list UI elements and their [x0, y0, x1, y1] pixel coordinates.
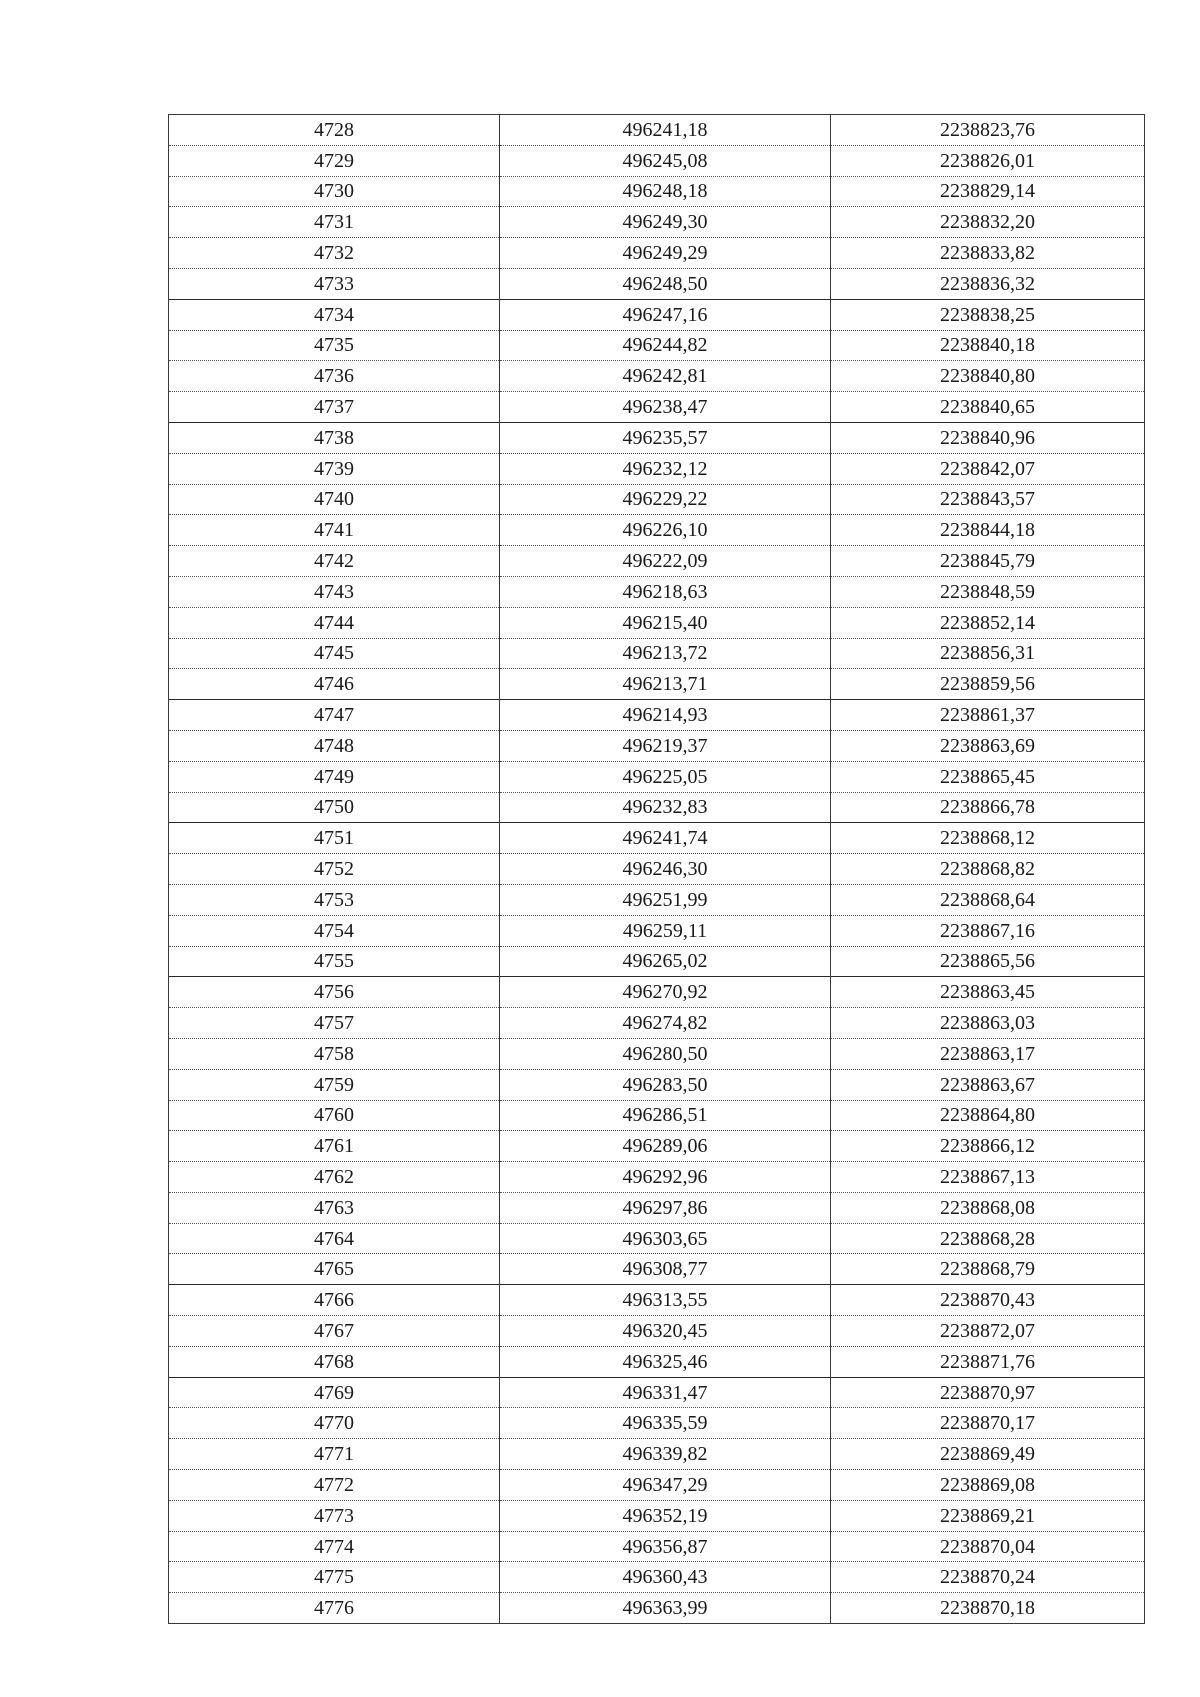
coordinates-table — [168, 114, 1145, 1624]
table-row — [169, 761, 1145, 792]
x-coordinate-cell: 496265,02 — [500, 946, 831, 977]
x-coordinate-cell: 496303,65 — [500, 1223, 831, 1254]
table-row — [169, 515, 1145, 546]
point-number-cell: 4736 — [169, 361, 500, 392]
y-coordinate-cell: 2238871,76 — [831, 1346, 1145, 1377]
table-row — [169, 1069, 1145, 1100]
table-row — [169, 669, 1145, 700]
table-row — [169, 946, 1145, 977]
table-row — [169, 1346, 1145, 1377]
x-coordinate-cell: 496242,81 — [500, 361, 831, 392]
y-coordinate-cell: 2238840,80 — [831, 361, 1145, 392]
y-coordinate-cell: 2238870,43 — [831, 1285, 1145, 1316]
point-number-cell: 4753 — [169, 884, 500, 915]
x-coordinate-cell: 496280,50 — [500, 1038, 831, 1069]
y-coordinate-cell: 2238863,67 — [831, 1069, 1145, 1100]
y-coordinate-cell: 2238868,28 — [831, 1223, 1145, 1254]
point-number-cell: 4735 — [169, 330, 500, 361]
point-number-cell: 4751 — [169, 823, 500, 854]
point-number-cell: 4769 — [169, 1377, 500, 1408]
point-number-cell: 4755 — [169, 946, 500, 977]
table-row — [169, 1162, 1145, 1193]
table-row — [169, 607, 1145, 638]
y-coordinate-cell: 2238870,17 — [831, 1408, 1145, 1439]
point-number-cell: 4741 — [169, 515, 500, 546]
x-coordinate-cell: 496225,05 — [500, 761, 831, 792]
x-coordinate-cell: 496213,72 — [500, 638, 831, 669]
table-row — [169, 638, 1145, 669]
point-number-cell: 4729 — [169, 145, 500, 176]
point-number-cell: 4728 — [169, 115, 500, 146]
y-coordinate-cell: 2238868,12 — [831, 823, 1145, 854]
table-row — [169, 268, 1145, 299]
x-coordinate-cell: 496360,43 — [500, 1562, 831, 1593]
x-coordinate-cell: 496297,86 — [500, 1192, 831, 1223]
table-row — [169, 1285, 1145, 1316]
table-row — [169, 1100, 1145, 1131]
y-coordinate-cell: 2238872,07 — [831, 1316, 1145, 1347]
x-coordinate-cell: 496244,82 — [500, 330, 831, 361]
y-coordinate-cell: 2238869,08 — [831, 1470, 1145, 1501]
y-coordinate-cell: 2238861,37 — [831, 700, 1145, 731]
point-number-cell: 4771 — [169, 1439, 500, 1470]
x-coordinate-cell: 496248,50 — [500, 268, 831, 299]
table-row — [169, 1593, 1145, 1624]
x-coordinate-cell: 496270,92 — [500, 977, 831, 1008]
y-coordinate-cell: 2238856,31 — [831, 638, 1145, 669]
y-coordinate-cell: 2238859,56 — [831, 669, 1145, 700]
x-coordinate-cell: 496331,47 — [500, 1377, 831, 1408]
x-coordinate-cell: 496335,59 — [500, 1408, 831, 1439]
x-coordinate-cell: 496347,29 — [500, 1470, 831, 1501]
y-coordinate-cell: 2238866,78 — [831, 792, 1145, 823]
y-coordinate-cell: 2238863,45 — [831, 977, 1145, 1008]
table-row — [169, 238, 1145, 269]
table-row — [169, 977, 1145, 1008]
x-coordinate-cell: 496249,29 — [500, 238, 831, 269]
x-coordinate-cell: 496363,99 — [500, 1593, 831, 1624]
x-coordinate-cell: 496245,08 — [500, 145, 831, 176]
point-number-cell: 4733 — [169, 268, 500, 299]
table-row — [169, 1500, 1145, 1531]
point-number-cell: 4761 — [169, 1131, 500, 1162]
table-row — [169, 546, 1145, 577]
y-coordinate-cell: 2238868,64 — [831, 884, 1145, 915]
point-number-cell: 4774 — [169, 1531, 500, 1562]
point-number-cell: 4776 — [169, 1593, 500, 1624]
point-number-cell: 4739 — [169, 453, 500, 484]
y-coordinate-cell: 2238865,56 — [831, 946, 1145, 977]
point-number-cell: 4730 — [169, 176, 500, 207]
point-number-cell: 4760 — [169, 1100, 500, 1131]
y-coordinate-cell: 2238843,57 — [831, 484, 1145, 515]
point-number-cell: 4734 — [169, 299, 500, 330]
y-coordinate-cell: 2238838,25 — [831, 299, 1145, 330]
table-row — [169, 207, 1145, 238]
x-coordinate-cell: 496325,46 — [500, 1346, 831, 1377]
table-row — [169, 792, 1145, 823]
y-coordinate-cell: 2238870,97 — [831, 1377, 1145, 1408]
point-number-cell: 4765 — [169, 1254, 500, 1285]
x-coordinate-cell: 496308,77 — [500, 1254, 831, 1285]
x-coordinate-cell: 496241,18 — [500, 115, 831, 146]
table-row — [169, 1008, 1145, 1039]
x-coordinate-cell: 496247,16 — [500, 299, 831, 330]
table-row — [169, 453, 1145, 484]
point-number-cell: 4742 — [169, 546, 500, 577]
table-row — [169, 1131, 1145, 1162]
x-coordinate-cell: 496246,30 — [500, 854, 831, 885]
y-coordinate-cell: 2238870,18 — [831, 1593, 1145, 1624]
point-number-cell: 4745 — [169, 638, 500, 669]
table-row — [169, 1254, 1145, 1285]
y-coordinate-cell: 2238832,20 — [831, 207, 1145, 238]
point-number-cell: 4756 — [169, 977, 500, 1008]
x-coordinate-cell: 496249,30 — [500, 207, 831, 238]
y-coordinate-cell: 2238845,79 — [831, 546, 1145, 577]
point-number-cell: 4764 — [169, 1223, 500, 1254]
point-number-cell: 4752 — [169, 854, 500, 885]
table-row — [169, 1408, 1145, 1439]
x-coordinate-cell: 496241,74 — [500, 823, 831, 854]
y-coordinate-cell: 2238864,80 — [831, 1100, 1145, 1131]
y-coordinate-cell: 2238869,21 — [831, 1500, 1145, 1531]
point-number-cell: 4748 — [169, 730, 500, 761]
x-coordinate-cell: 496313,55 — [500, 1285, 831, 1316]
y-coordinate-cell: 2238842,07 — [831, 453, 1145, 484]
y-coordinate-cell: 2238840,18 — [831, 330, 1145, 361]
table-row — [169, 392, 1145, 423]
y-coordinate-cell: 2238867,13 — [831, 1162, 1145, 1193]
y-coordinate-cell: 2238868,79 — [831, 1254, 1145, 1285]
x-coordinate-cell: 496339,82 — [500, 1439, 831, 1470]
y-coordinate-cell: 2238848,59 — [831, 576, 1145, 607]
y-coordinate-cell: 2238863,69 — [831, 730, 1145, 761]
point-number-cell: 4738 — [169, 422, 500, 453]
y-coordinate-cell: 2238823,76 — [831, 115, 1145, 146]
x-coordinate-cell: 496356,87 — [500, 1531, 831, 1562]
y-coordinate-cell: 2238870,04 — [831, 1531, 1145, 1562]
y-coordinate-cell: 2238869,49 — [831, 1439, 1145, 1470]
point-number-cell: 4737 — [169, 392, 500, 423]
table-row — [169, 115, 1145, 146]
x-coordinate-cell: 496238,47 — [500, 392, 831, 423]
y-coordinate-cell: 2238868,08 — [831, 1192, 1145, 1223]
table-row — [169, 854, 1145, 885]
x-coordinate-cell: 496235,57 — [500, 422, 831, 453]
point-number-cell: 4775 — [169, 1562, 500, 1593]
table-row — [169, 1223, 1145, 1254]
table-row — [169, 1439, 1145, 1470]
table-row — [169, 422, 1145, 453]
point-number-cell: 4732 — [169, 238, 500, 269]
point-number-cell: 4768 — [169, 1346, 500, 1377]
table-row — [169, 1562, 1145, 1593]
point-number-cell: 4759 — [169, 1069, 500, 1100]
x-coordinate-cell: 496229,22 — [500, 484, 831, 515]
x-coordinate-cell: 496352,19 — [500, 1500, 831, 1531]
y-coordinate-cell: 2238868,82 — [831, 854, 1145, 885]
point-number-cell: 4754 — [169, 915, 500, 946]
table-row — [169, 1377, 1145, 1408]
y-coordinate-cell: 2238840,96 — [831, 422, 1145, 453]
y-coordinate-cell: 2238844,18 — [831, 515, 1145, 546]
x-coordinate-cell: 496274,82 — [500, 1008, 831, 1039]
point-number-cell: 4746 — [169, 669, 500, 700]
point-number-cell: 4766 — [169, 1285, 500, 1316]
table-row — [169, 1038, 1145, 1069]
point-number-cell: 4758 — [169, 1038, 500, 1069]
table-row — [169, 915, 1145, 946]
x-coordinate-cell: 496226,10 — [500, 515, 831, 546]
y-coordinate-cell: 2238867,16 — [831, 915, 1145, 946]
table-row — [169, 145, 1145, 176]
coordinates-table-body — [169, 115, 1145, 1624]
x-coordinate-cell: 496251,99 — [500, 884, 831, 915]
point-number-cell: 4744 — [169, 607, 500, 638]
y-coordinate-cell: 2238865,45 — [831, 761, 1145, 792]
y-coordinate-cell: 2238836,32 — [831, 268, 1145, 299]
y-coordinate-cell: 2238826,01 — [831, 145, 1145, 176]
y-coordinate-cell: 2238863,03 — [831, 1008, 1145, 1039]
y-coordinate-cell: 2238829,14 — [831, 176, 1145, 207]
table-row — [169, 361, 1145, 392]
x-coordinate-cell: 496214,93 — [500, 700, 831, 731]
y-coordinate-cell: 2238866,12 — [831, 1131, 1145, 1162]
x-coordinate-cell: 496232,12 — [500, 453, 831, 484]
table-row — [169, 330, 1145, 361]
point-number-cell: 4749 — [169, 761, 500, 792]
point-number-cell: 4767 — [169, 1316, 500, 1347]
point-number-cell: 4743 — [169, 576, 500, 607]
y-coordinate-cell: 2238833,82 — [831, 238, 1145, 269]
x-coordinate-cell: 496213,71 — [500, 669, 831, 700]
table-row — [169, 576, 1145, 607]
point-number-cell: 4763 — [169, 1192, 500, 1223]
table-row — [169, 730, 1145, 761]
x-coordinate-cell: 496232,83 — [500, 792, 831, 823]
x-coordinate-cell: 496219,37 — [500, 730, 831, 761]
table-row — [169, 700, 1145, 731]
x-coordinate-cell: 496292,96 — [500, 1162, 831, 1193]
point-number-cell: 4770 — [169, 1408, 500, 1439]
y-coordinate-cell: 2238863,17 — [831, 1038, 1145, 1069]
point-number-cell: 4750 — [169, 792, 500, 823]
table-row — [169, 1531, 1145, 1562]
x-coordinate-cell: 496259,11 — [500, 915, 831, 946]
point-number-cell: 4773 — [169, 1500, 500, 1531]
y-coordinate-cell: 2238840,65 — [831, 392, 1145, 423]
x-coordinate-cell: 496248,18 — [500, 176, 831, 207]
x-coordinate-cell: 496320,45 — [500, 1316, 831, 1347]
table-row — [169, 1192, 1145, 1223]
table-row — [169, 1316, 1145, 1347]
x-coordinate-cell: 496222,09 — [500, 546, 831, 577]
point-number-cell: 4747 — [169, 700, 500, 731]
table-row — [169, 176, 1145, 207]
point-number-cell: 4740 — [169, 484, 500, 515]
point-number-cell: 4731 — [169, 207, 500, 238]
table-row — [169, 1470, 1145, 1501]
x-coordinate-cell: 496289,06 — [500, 1131, 831, 1162]
table-row — [169, 484, 1145, 515]
x-coordinate-cell: 496283,50 — [500, 1069, 831, 1100]
x-coordinate-cell: 496215,40 — [500, 607, 831, 638]
x-coordinate-cell: 496286,51 — [500, 1100, 831, 1131]
table-row — [169, 299, 1145, 330]
table-row — [169, 884, 1145, 915]
point-number-cell: 4762 — [169, 1162, 500, 1193]
y-coordinate-cell: 2238852,14 — [831, 607, 1145, 638]
point-number-cell: 4772 — [169, 1470, 500, 1501]
x-coordinate-cell: 496218,63 — [500, 576, 831, 607]
point-number-cell: 4757 — [169, 1008, 500, 1039]
table-row — [169, 823, 1145, 854]
y-coordinate-cell: 2238870,24 — [831, 1562, 1145, 1593]
